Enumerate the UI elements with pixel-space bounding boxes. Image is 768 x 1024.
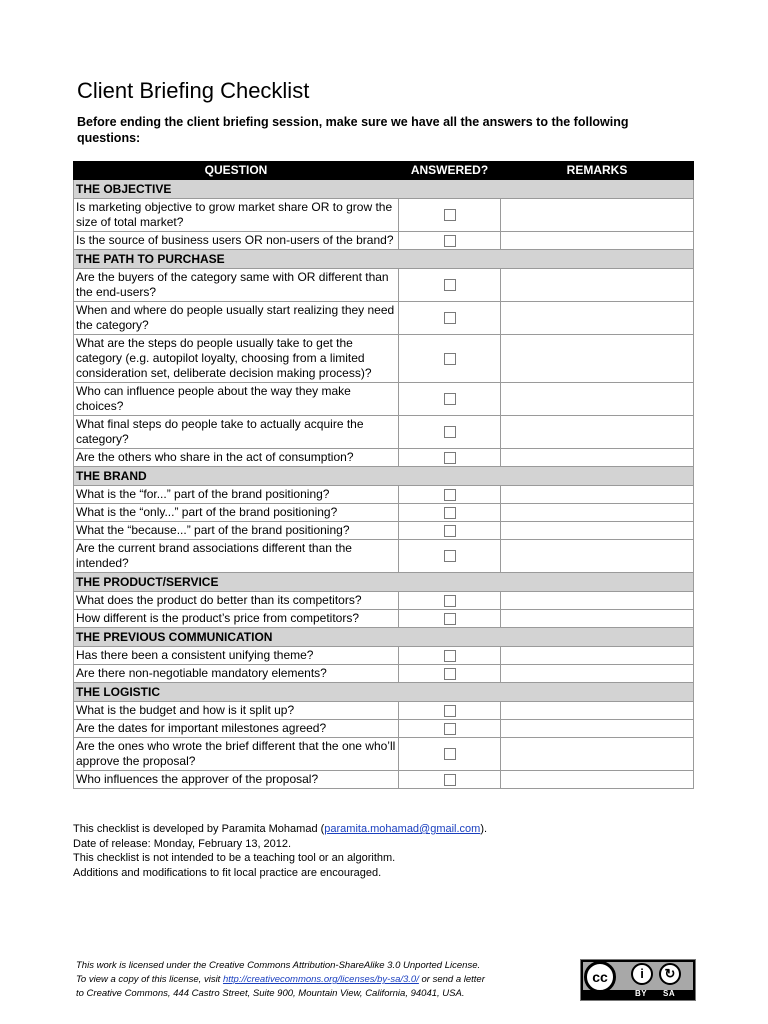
table-row — [74, 449, 694, 467]
license-notice — [76, 959, 546, 1001]
question-cell: Are the current brand associations different than the intended? — [74, 540, 399, 573]
question-cell: Has there been a consistent unifying theme? — [74, 647, 399, 665]
question-cell: Are the buyers of the category same with OR different than the end-users? — [74, 269, 399, 302]
answered-checkbox[interactable] — [444, 748, 456, 760]
answered-checkbox[interactable] — [444, 279, 456, 291]
answered-cell — [399, 738, 501, 771]
license-line-3: to Creative Commons, 444 Castro Street, Suite 900, Mountain View, California, 94041, USA. — [76, 988, 465, 999]
answered-cell — [399, 416, 501, 449]
table-row — [74, 302, 694, 335]
question-cell: Are there non-negotiable mandatory elements? — [74, 665, 399, 683]
remarks-cell[interactable] — [501, 302, 694, 335]
answered-checkbox[interactable] — [444, 426, 456, 438]
remarks-cell[interactable] — [501, 522, 694, 540]
question-cell: Is the source of business users OR non-users of the brand? — [74, 232, 399, 250]
remarks-cell[interactable] — [501, 771, 694, 789]
answered-cell — [399, 269, 501, 302]
remarks-cell[interactable] — [501, 592, 694, 610]
question-cell: What is the “for...” part of the brand positioning? — [74, 486, 399, 504]
cc-by-sa-badge[interactable] — [580, 959, 696, 1001]
remarks-cell[interactable] — [501, 720, 694, 738]
footer-line-3: This checklist is not intended to be a teaching tool or an algorithm. — [73, 852, 396, 864]
answered-checkbox[interactable] — [444, 209, 456, 221]
answered-checkbox[interactable] — [444, 705, 456, 717]
answered-checkbox[interactable] — [444, 353, 456, 365]
table-row — [74, 738, 694, 771]
remarks-cell[interactable] — [501, 416, 694, 449]
question-cell: What is the budget and how is it split up? — [74, 702, 399, 720]
header-remarks: REMARKS — [501, 162, 694, 180]
answered-cell — [399, 665, 501, 683]
remarks-cell[interactable] — [501, 269, 694, 302]
table-row — [74, 416, 694, 449]
answered-checkbox[interactable] — [444, 668, 456, 680]
header-answered: ANSWERED? — [399, 162, 501, 180]
answered-checkbox[interactable] — [444, 650, 456, 662]
section-row — [74, 683, 694, 702]
answered-cell — [399, 540, 501, 573]
question-cell: What are the steps do people usually take to get the category (e.g. autopilot loyalty, choosing from a limited consideration set, deliberate decision making process)? — [74, 335, 399, 383]
footer-notes — [73, 822, 487, 880]
question-cell: How different is the product’s price from competitors? — [74, 610, 399, 628]
section-heading: THE OBJECTIVE — [74, 180, 694, 199]
license-line-1: This work is licensed under the Creative Commons Attribution-ShareAlike 3.0 Unported License. — [76, 960, 481, 971]
sa-label: SA — [663, 989, 676, 998]
table-row — [74, 199, 694, 232]
answered-cell — [399, 647, 501, 665]
answered-checkbox[interactable] — [444, 507, 456, 519]
section-row — [74, 628, 694, 647]
question-cell: When and where do people usually start realizing they need the category? — [74, 302, 399, 335]
answered-cell — [399, 199, 501, 232]
remarks-cell[interactable] — [501, 199, 694, 232]
table-row — [74, 592, 694, 610]
section-heading: THE LOGISTIC — [74, 683, 694, 702]
question-cell: Are the dates for important milestones agreed? — [74, 720, 399, 738]
email-link[interactable]: paramita.mohamad@gmail.com — [324, 823, 481, 835]
answered-cell — [399, 522, 501, 540]
table-row — [74, 269, 694, 302]
section-heading: THE PRODUCT/SERVICE — [74, 573, 694, 592]
answered-checkbox[interactable] — [444, 723, 456, 735]
answered-cell — [399, 449, 501, 467]
answered-cell — [399, 504, 501, 522]
question-cell: What the “because...” part of the brand positioning? — [74, 522, 399, 540]
table-row — [74, 540, 694, 573]
table-row — [74, 702, 694, 720]
question-cell: Are the others who share in the act of consumption? — [74, 449, 399, 467]
intro-text: Before ending the client briefing session, make sure we have all the answers to the following questions: — [77, 115, 629, 145]
by-label: BY — [635, 989, 648, 998]
answered-checkbox[interactable] — [444, 393, 456, 405]
answered-checkbox[interactable] — [444, 312, 456, 324]
answered-cell — [399, 702, 501, 720]
remarks-cell[interactable] — [501, 540, 694, 573]
answered-checkbox[interactable] — [444, 452, 456, 464]
question-cell: Is marketing objective to grow market share OR to grow the size of total market? — [74, 199, 399, 232]
section-heading: THE PATH TO PURCHASE — [74, 250, 694, 269]
answered-cell — [399, 383, 501, 416]
checklist-table — [73, 161, 694, 789]
footer-line-2: Date of release: Monday, February 13, 2012. — [73, 837, 292, 850]
section-row — [74, 250, 694, 269]
remarks-cell[interactable] — [501, 702, 694, 720]
answered-checkbox[interactable] — [444, 235, 456, 247]
answered-checkbox[interactable] — [444, 613, 456, 625]
answered-cell — [399, 720, 501, 738]
table-row — [74, 522, 694, 540]
remarks-cell[interactable] — [501, 486, 694, 504]
section-row — [74, 467, 694, 486]
answered-cell — [399, 335, 501, 383]
remarks-cell[interactable] — [501, 610, 694, 628]
table-row — [74, 383, 694, 416]
answered-checkbox[interactable] — [444, 489, 456, 501]
answered-cell — [399, 771, 501, 789]
attribution-icon: i — [631, 963, 653, 985]
remarks-cell[interactable] — [501, 383, 694, 416]
remarks-cell[interactable] — [501, 665, 694, 683]
license-link[interactable]: http://creativecommons.org/licenses/by-sa/3.0/ — [222, 974, 419, 985]
page-title: Client Briefing Checklist — [77, 78, 310, 103]
answered-cell — [399, 486, 501, 504]
answered-cell — [399, 302, 501, 335]
table-row — [74, 720, 694, 738]
answered-cell — [399, 610, 501, 628]
remarks-cell[interactable] — [501, 449, 694, 467]
answered-checkbox[interactable] — [444, 525, 456, 537]
table-row — [74, 486, 694, 504]
question-cell: What does the product do better than its competitors? — [74, 592, 399, 610]
section-heading: THE BRAND — [74, 467, 694, 486]
footer-line-1: This checklist is developed by Paramita Mohamad (paramita.mohamad@gmail.com). — [73, 823, 488, 835]
cc-icon: cc — [584, 961, 616, 993]
remarks-cell[interactable] — [501, 232, 694, 250]
answered-cell — [399, 232, 501, 250]
table-row — [74, 232, 694, 250]
remarks-cell[interactable] — [501, 738, 694, 771]
header-question: QUESTION — [74, 162, 399, 180]
remarks-cell[interactable] — [501, 504, 694, 522]
answered-cell — [399, 592, 501, 610]
table-row — [74, 665, 694, 683]
table-row — [74, 771, 694, 789]
question-cell: Who can influence people about the way they make choices? — [74, 383, 399, 416]
footer-line-4: Additions and modifications to fit local practice are encouraged. — [73, 866, 382, 879]
table-row — [74, 647, 694, 665]
license-line-2: To view a copy of this license, visit http://creativecommons.org/licenses/by-sa/3.0/ or send a letter — [76, 974, 485, 985]
question-cell: Are the ones who wrote the brief different that the one who’ll approve the proposal? — [74, 738, 399, 771]
table-row — [74, 335, 694, 383]
sharealike-icon: ↻ — [659, 963, 681, 985]
remarks-cell[interactable] — [501, 647, 694, 665]
table-row — [74, 504, 694, 522]
section-row — [74, 573, 694, 592]
section-heading: THE PREVIOUS COMMUNICATION — [74, 628, 694, 647]
question-cell: What is the “only...” part of the brand positioning? — [74, 504, 399, 522]
answered-checkbox[interactable] — [444, 550, 456, 562]
answered-checkbox[interactable] — [444, 595, 456, 607]
table-header-row — [74, 162, 694, 180]
remarks-cell[interactable] — [501, 335, 694, 383]
question-cell: Who influences the approver of the proposal? — [74, 771, 399, 789]
table-row — [74, 610, 694, 628]
question-cell: What final steps do people take to actually acquire the category? — [74, 416, 399, 449]
section-row — [74, 180, 694, 199]
answered-checkbox[interactable] — [444, 774, 456, 786]
